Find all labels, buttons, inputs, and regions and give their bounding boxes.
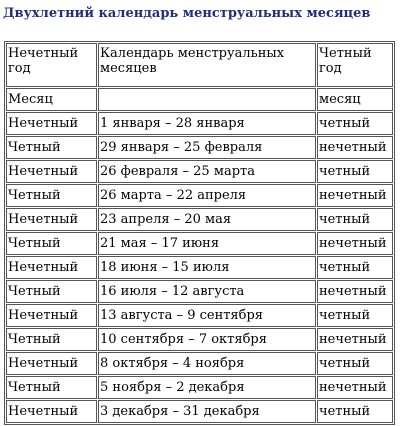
- table-row: [6, 112, 393, 135]
- cell-date-range: 10 сентября – 7 октября: [98, 328, 316, 351]
- cell-date-range: 13 августа – 9 сентября: [98, 304, 316, 327]
- table-row: [6, 208, 393, 231]
- subheader-even-month: месяц: [317, 88, 393, 111]
- cell-date-range: 26 марта – 22 апреля: [98, 184, 316, 207]
- header-calendar-line1: Календарь менструальных: [100, 46, 285, 61]
- table-row: [6, 376, 393, 399]
- cell-odd-year: Нечетный: [6, 304, 97, 327]
- cell-date-range: 8 октября – 4 ноября: [98, 352, 316, 375]
- table-header-row: [6, 43, 393, 87]
- cell-date-range: 1 января – 28 января: [98, 112, 316, 135]
- header-odd-year-line1: Нечетный: [8, 46, 79, 61]
- calendar-table: [4, 41, 395, 425]
- cell-even-year: четный: [317, 304, 393, 327]
- cell-even-year: четный: [317, 208, 393, 231]
- subheader-odd-month: Месяц: [6, 88, 97, 111]
- cell-odd-year: Нечетный: [6, 160, 97, 183]
- cell-date-range: 26 февраля – 25 марта: [98, 160, 316, 183]
- table-row: [6, 280, 393, 303]
- cell-even-year: четный: [317, 160, 393, 183]
- cell-odd-year: Нечетный: [6, 208, 97, 231]
- cell-even-year: нечетный: [317, 328, 393, 351]
- table-row: [6, 256, 393, 279]
- table-subheader-row: [6, 88, 393, 111]
- cell-odd-year: Четный: [6, 232, 97, 255]
- cell-odd-year: Четный: [6, 376, 97, 399]
- cell-date-range: 21 мая – 17 июня: [98, 232, 316, 255]
- cell-date-range: 3 декабря – 31 декабря: [98, 400, 316, 423]
- table-row: [6, 328, 393, 351]
- cell-even-year: четный: [317, 352, 393, 375]
- header-calendar: [98, 43, 316, 87]
- cell-even-year: нечетный: [317, 232, 393, 255]
- subheader-blank: [98, 88, 316, 111]
- cell-even-year: нечетный: [317, 376, 393, 399]
- table-row: [6, 160, 393, 183]
- header-even-year-line1: Четный: [319, 46, 372, 61]
- cell-odd-year: Нечетный: [6, 112, 97, 135]
- header-even-year-line2: год: [319, 61, 342, 76]
- table-row: [6, 184, 393, 207]
- cell-odd-year: Нечетный: [6, 400, 97, 423]
- table-row: [6, 136, 393, 159]
- cell-even-year: нечетный: [317, 136, 393, 159]
- cell-odd-year: Нечетный: [6, 352, 97, 375]
- cell-date-range: 23 апреля – 20 мая: [98, 208, 316, 231]
- cell-even-year: нечетный: [317, 280, 393, 303]
- cell-even-year: четный: [317, 112, 393, 135]
- cell-date-range: 18 июня – 15 июля: [98, 256, 316, 279]
- cell-even-year: нечетный: [317, 184, 393, 207]
- table-row: [6, 304, 393, 327]
- cell-date-range: 16 июля – 12 августа: [98, 280, 316, 303]
- cell-even-year: четный: [317, 400, 393, 423]
- cell-odd-year: Четный: [6, 280, 97, 303]
- table-row: [6, 232, 393, 255]
- header-odd-year: [6, 43, 97, 87]
- header-even-year: [317, 43, 393, 87]
- cell-even-year: четный: [317, 256, 393, 279]
- cell-date-range: 5 ноября – 2 декабря: [98, 376, 316, 399]
- cell-odd-year: Четный: [6, 184, 97, 207]
- cell-odd-year: Четный: [6, 328, 97, 351]
- cell-date-range: 29 января – 25 февраля: [98, 136, 316, 159]
- header-calendar-line2: месяцев: [100, 61, 157, 76]
- page-title: Двухлетний календарь менструальных месяцев: [3, 6, 371, 21]
- table-row: [6, 400, 393, 423]
- cell-odd-year: Четный: [6, 136, 97, 159]
- header-odd-year-line2: год: [8, 61, 31, 76]
- table-row: [6, 352, 393, 375]
- cell-odd-year: Нечетный: [6, 256, 97, 279]
